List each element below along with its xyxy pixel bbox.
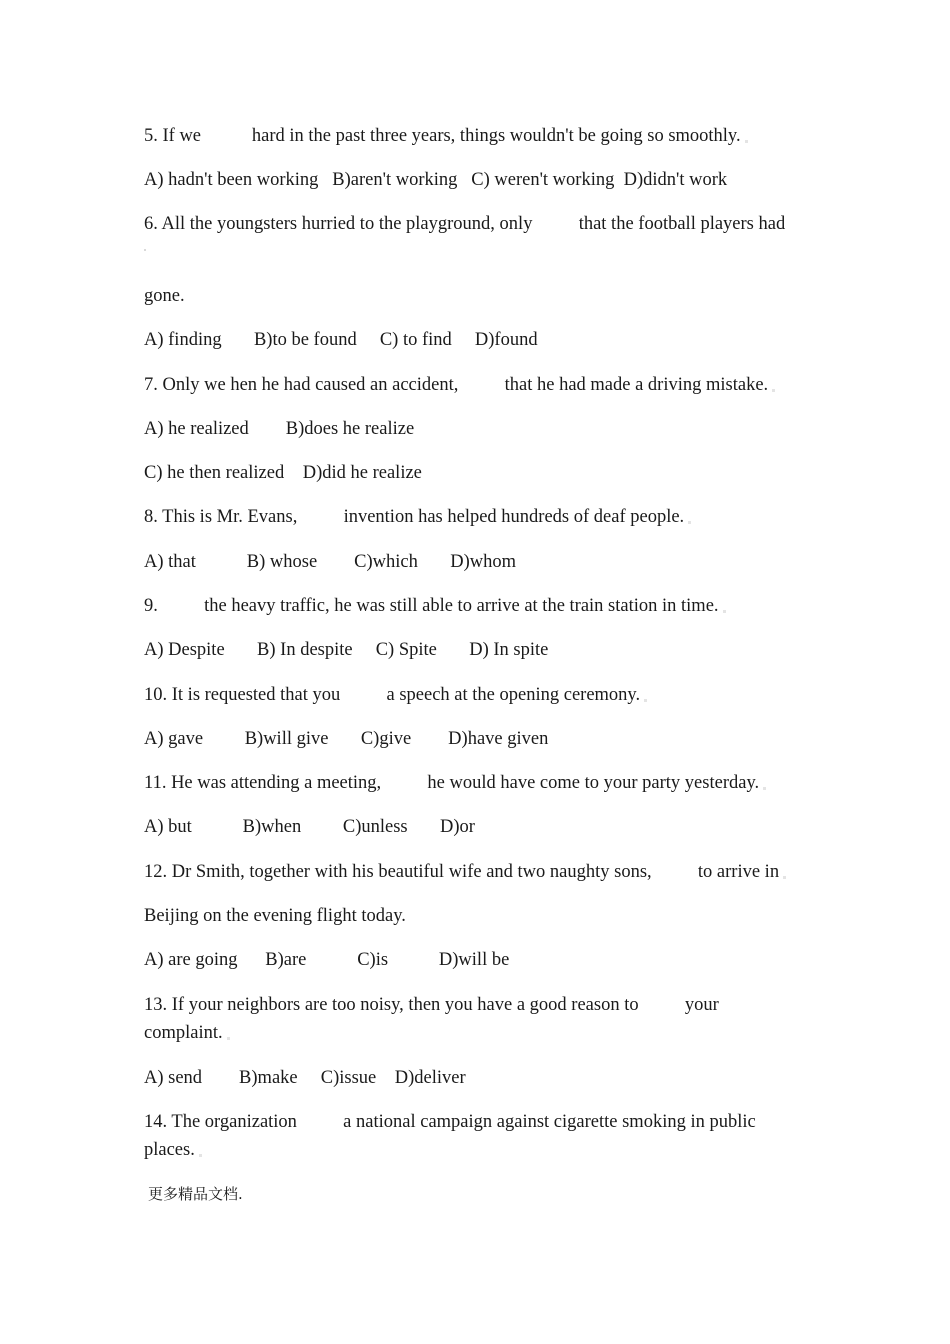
question-13-stem-continued: complaint. (144, 1021, 230, 1045)
question-13-options: A) send B)make C)issue D)deliver (144, 1068, 466, 1088)
question-8-options: A) that B) whose C)which D)whom (144, 552, 517, 572)
question-14-stem: 14. The organization a national campaign against cigarette smoking in public (144, 1112, 756, 1132)
question-8-stem: 8. This is Mr. Evans, invention has helped hundreds of deaf people. (144, 505, 691, 529)
paragraph-mark (745, 140, 748, 143)
paragraph-mark (688, 521, 691, 524)
paragraph-mark (772, 389, 775, 392)
footer-text: 更多精品文档. (148, 1185, 243, 1203)
paragraph-mark (783, 876, 786, 879)
question-5-options: A) hadn't been working B)aren't working C) weren't working D)didn't work (144, 170, 728, 190)
question-10-options: A) gave B)will give C)give D)have given (144, 729, 549, 749)
question-6-stem-continued: gone. (144, 286, 185, 306)
question-7-options-1: A) he realized B)does he realize (144, 419, 415, 439)
paragraph-mark (199, 1154, 202, 1157)
paragraph-mark (763, 787, 766, 790)
question-12-stem: 12. Dr Smith, together with his beautiful wife and two naughty sons, to arrive in (144, 860, 786, 884)
question-7-stem: 7. Only we hen he had caused an accident, that he had made a driving mistake. (144, 373, 775, 397)
question-11-options: A) but B)when C)unless D)or (144, 817, 475, 837)
question-5-stem: 5. If we hard in the past three years, things wouldn't be going so smoothly. (144, 124, 748, 148)
question-9-options: A) Despite B) In despite C) Spite D) In spite (144, 640, 549, 660)
question-11-stem: 11. He was attending a meeting, he would have come to your party yesterday. (144, 771, 766, 795)
question-13-stem: 13. If your neighbors are too noisy, then you have a good reason to your (144, 995, 719, 1015)
question-14-stem-continued: places. (144, 1138, 202, 1162)
paragraph-mark (227, 1037, 230, 1040)
question-6-stem: 6. All the youngsters hurried to the playground, only that the football players had (144, 214, 786, 234)
question-9-stem: 9. the heavy traffic, he was still able to arrive at the train station in time. (144, 594, 726, 618)
question-7-options-2: C) he then realized D)did he realize (144, 463, 422, 483)
paragraph-mark (644, 699, 647, 702)
paragraph-mark (723, 610, 726, 613)
question-12-stem-continued: Beijing on the evening flight today. (144, 906, 406, 926)
question-12-options: A) are going B)are C)is D)will be (144, 950, 510, 970)
question-6-options: A) finding B)to be found C) to find D)found (144, 330, 538, 350)
question-10-stem: 10. It is requested that you a speech at the opening ceremony. (144, 683, 647, 707)
paragraph-mark (144, 249, 146, 251)
